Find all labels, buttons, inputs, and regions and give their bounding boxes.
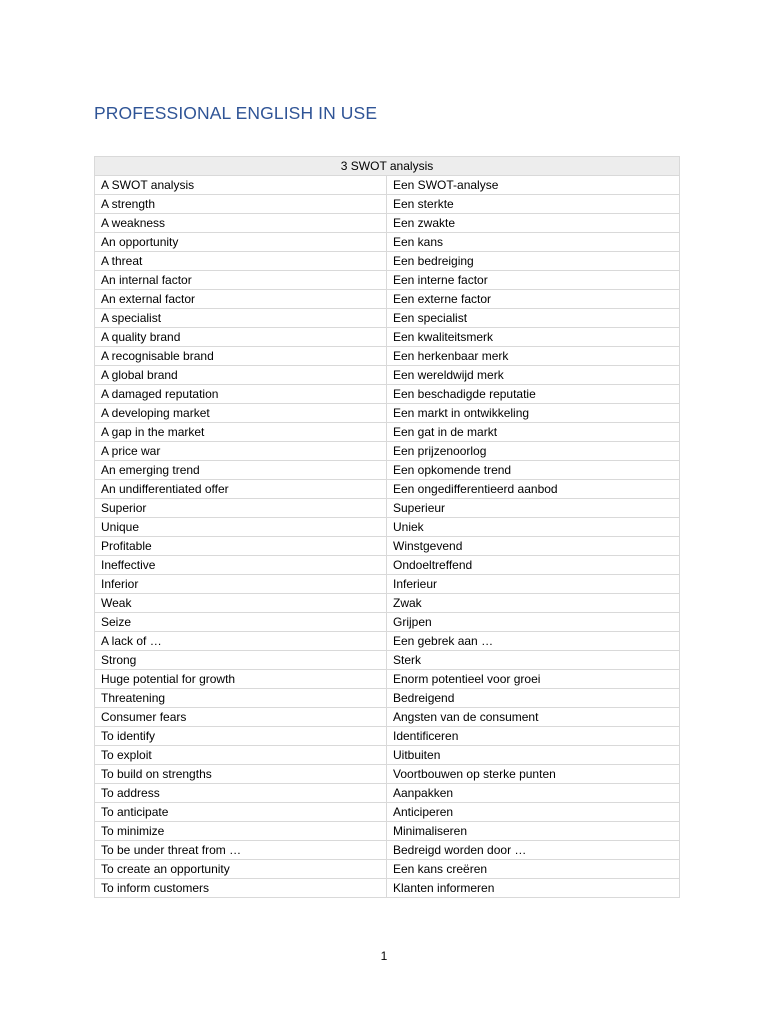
table-row <box>95 195 680 214</box>
dutch-term-cell: Een externe factor <box>387 290 680 309</box>
table-row <box>95 765 680 784</box>
dutch-term-cell: Een kans <box>387 233 680 252</box>
dutch-term-cell: Grijpen <box>387 613 680 632</box>
english-term-cell: A damaged reputation <box>95 385 387 404</box>
page-number: 1 <box>380 949 388 963</box>
table-row <box>95 290 680 309</box>
table-row <box>95 841 680 860</box>
english-term-cell: A weakness <box>95 214 387 233</box>
table-header-row <box>95 157 680 176</box>
dutch-term-cell: Een markt in ontwikkeling <box>387 404 680 423</box>
table-row <box>95 860 680 879</box>
table-row <box>95 575 680 594</box>
dutch-term-cell: Een SWOT-analyse <box>387 176 680 195</box>
table-row <box>95 442 680 461</box>
dutch-term-cell: Klanten informeren <box>387 879 680 898</box>
vocabulary-table <box>94 156 680 898</box>
table-row <box>95 385 680 404</box>
page-title: PROFESSIONAL ENGLISH IN USE <box>94 103 378 123</box>
english-term-cell: A specialist <box>95 309 387 328</box>
dutch-term-cell: Minimaliseren <box>387 822 680 841</box>
english-term-cell: Weak <box>95 594 387 613</box>
english-term-cell: A price war <box>95 442 387 461</box>
english-term-cell: Threatening <box>95 689 387 708</box>
dutch-term-cell: Zwak <box>387 594 680 613</box>
table-header: 3 SWOT analysis <box>95 157 680 176</box>
table-row <box>95 309 680 328</box>
table-row <box>95 233 680 252</box>
english-term-cell: To be under threat from … <box>95 841 387 860</box>
dutch-term-cell: Bedreigd worden door … <box>387 841 680 860</box>
english-term-cell: A recognisable brand <box>95 347 387 366</box>
dutch-term-cell: Een gat in de markt <box>387 423 680 442</box>
dutch-term-cell: Enorm potentieel voor groei <box>387 670 680 689</box>
english-term-cell: Seize <box>95 613 387 632</box>
english-term-cell: A SWOT analysis <box>95 176 387 195</box>
english-term-cell: An undifferentiated offer <box>95 480 387 499</box>
dutch-term-cell: Een wereldwijd merk <box>387 366 680 385</box>
dutch-term-cell: Anticiperen <box>387 803 680 822</box>
english-term-cell: An internal factor <box>95 271 387 290</box>
english-term-cell: Unique <box>95 518 387 537</box>
english-term-cell: Ineffective <box>95 556 387 575</box>
dutch-term-cell: Een herkenbaar merk <box>387 347 680 366</box>
english-term-cell: Inferior <box>95 575 387 594</box>
english-term-cell: A threat <box>95 252 387 271</box>
table-row <box>95 461 680 480</box>
table-row <box>95 214 680 233</box>
table-row <box>95 556 680 575</box>
dutch-term-cell: Een bedreiging <box>387 252 680 271</box>
dutch-term-cell: Superieur <box>387 499 680 518</box>
dutch-term-cell: Een gebrek aan … <box>387 632 680 651</box>
english-term-cell: A developing market <box>95 404 387 423</box>
dutch-term-cell: Voortbouwen op sterke punten <box>387 765 680 784</box>
dutch-term-cell: Identificeren <box>387 727 680 746</box>
table-row <box>95 252 680 271</box>
table-row <box>95 670 680 689</box>
dutch-term-cell: Ondoeltreffend <box>387 556 680 575</box>
english-term-cell: Profitable <box>95 537 387 556</box>
english-term-cell: Strong <box>95 651 387 670</box>
table-row <box>95 632 680 651</box>
english-term-cell: Superior <box>95 499 387 518</box>
english-term-cell: To create an opportunity <box>95 860 387 879</box>
english-term-cell: To anticipate <box>95 803 387 822</box>
dutch-term-cell: Uniek <box>387 518 680 537</box>
english-term-cell: A lack of … <box>95 632 387 651</box>
dutch-term-cell: Inferieur <box>387 575 680 594</box>
dutch-term-cell: Aanpakken <box>387 784 680 803</box>
english-term-cell: An emerging trend <box>95 461 387 480</box>
table-row <box>95 822 680 841</box>
table-row <box>95 328 680 347</box>
table-row <box>95 784 680 803</box>
english-term-cell: Consumer fears <box>95 708 387 727</box>
english-term-cell: A quality brand <box>95 328 387 347</box>
table-row <box>95 689 680 708</box>
table-row <box>95 176 680 195</box>
dutch-term-cell: Een ongedifferentieerd aanbod <box>387 480 680 499</box>
english-term-cell: A gap in the market <box>95 423 387 442</box>
table-row <box>95 727 680 746</box>
table-body <box>95 176 680 898</box>
table-row <box>95 499 680 518</box>
table-row <box>95 404 680 423</box>
english-term-cell: To inform customers <box>95 879 387 898</box>
table-row <box>95 651 680 670</box>
table-row <box>95 803 680 822</box>
table-row <box>95 480 680 499</box>
table-row <box>95 594 680 613</box>
dutch-term-cell: Angsten van de consument <box>387 708 680 727</box>
english-term-cell: To address <box>95 784 387 803</box>
table-row <box>95 613 680 632</box>
dutch-term-cell: Uitbuiten <box>387 746 680 765</box>
dutch-term-cell: Een prijzenoorlog <box>387 442 680 461</box>
dutch-term-cell: Een specialist <box>387 309 680 328</box>
english-term-cell: A global brand <box>95 366 387 385</box>
table-row <box>95 879 680 898</box>
english-term-cell: To build on strengths <box>95 765 387 784</box>
dutch-term-cell: Winstgevend <box>387 537 680 556</box>
dutch-term-cell: Sterk <box>387 651 680 670</box>
table-row <box>95 746 680 765</box>
dutch-term-cell: Een interne factor <box>387 271 680 290</box>
english-term-cell: To minimize <box>95 822 387 841</box>
table-row <box>95 518 680 537</box>
dutch-term-cell: Een kwaliteitsmerk <box>387 328 680 347</box>
table-row <box>95 347 680 366</box>
dutch-term-cell: Een kans creëren <box>387 860 680 879</box>
dutch-term-cell: Een opkomende trend <box>387 461 680 480</box>
dutch-term-cell: Een beschadigde reputatie <box>387 385 680 404</box>
english-term-cell: Huge potential for growth <box>95 670 387 689</box>
dutch-term-cell: Bedreigend <box>387 689 680 708</box>
table-row <box>95 271 680 290</box>
english-term-cell: A strength <box>95 195 387 214</box>
table-row <box>95 366 680 385</box>
table-row <box>95 423 680 442</box>
dutch-term-cell: Een zwakte <box>387 214 680 233</box>
english-term-cell: An opportunity <box>95 233 387 252</box>
dutch-term-cell: Een sterkte <box>387 195 680 214</box>
english-term-cell: To exploit <box>95 746 387 765</box>
english-term-cell: To identify <box>95 727 387 746</box>
table-row <box>95 537 680 556</box>
table-row <box>95 708 680 727</box>
english-term-cell: An external factor <box>95 290 387 309</box>
